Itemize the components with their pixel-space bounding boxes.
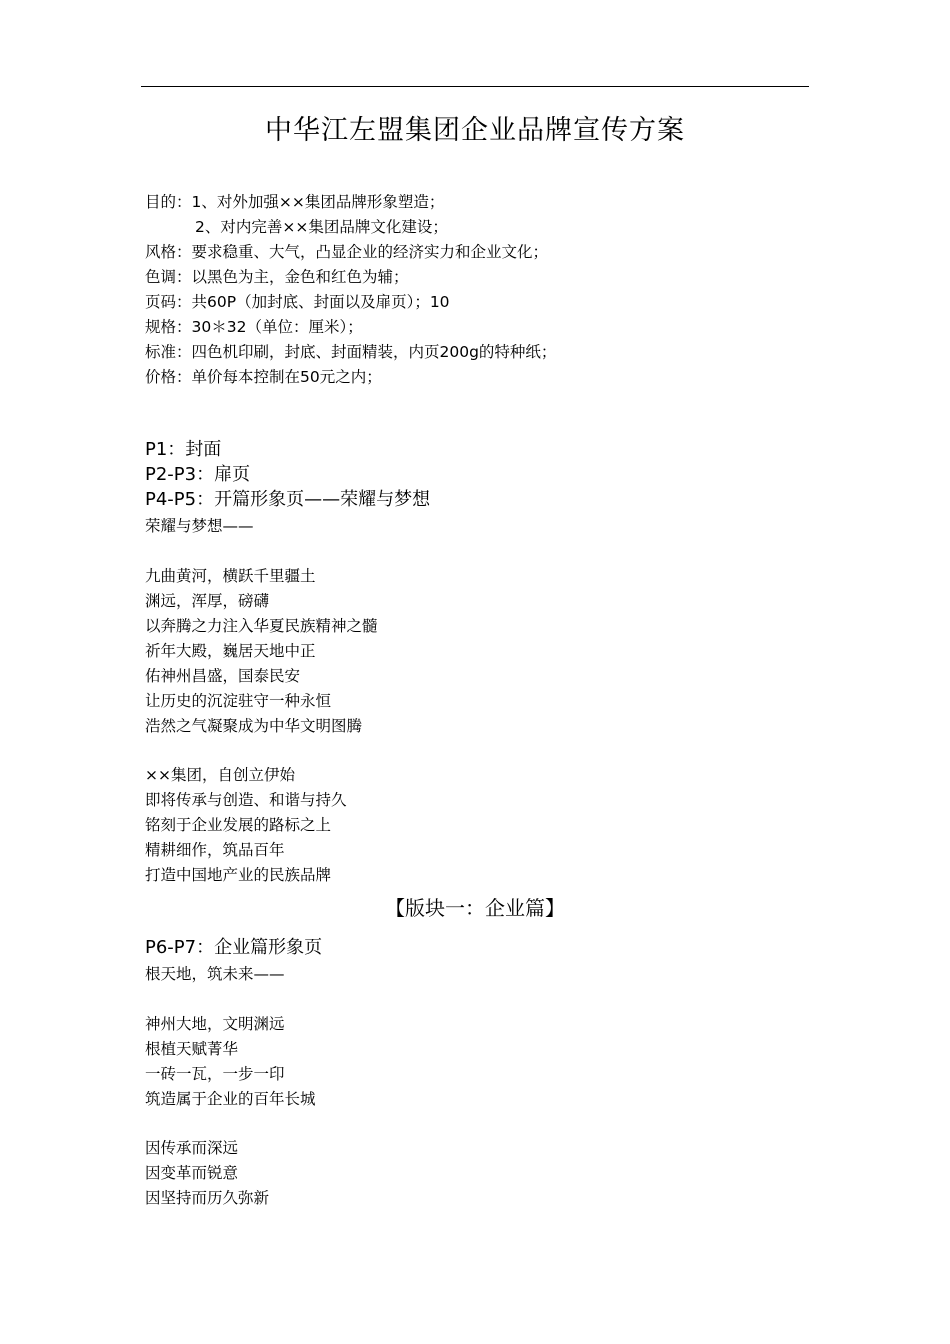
intro-verse-line: 让历史的沉淀驻守一种永恒	[145, 692, 332, 710]
intro-verse-line: 渊远，浑厚，磅礴	[145, 592, 270, 610]
spec-line: 标准：四色机印刷，封底、封面精装，内页200g的特种纸；	[145, 343, 557, 361]
intro-verse-line: 佑神州昌盛，国泰民安	[145, 667, 301, 685]
page-heading-p6-p7: P6-P7：企业篇形象页	[145, 937, 323, 958]
intro-verse-line: 浩然之气凝聚成为中华文明图腾	[145, 717, 363, 735]
spec-line: 色调：以黑色为主，金色和红色为辅；	[145, 268, 409, 286]
document-title: 中华江左盟集团企业品牌宣传方案	[265, 115, 685, 146]
intro-lead: 荣耀与梦想——	[145, 517, 254, 535]
section-title: 【版块一：企业篇】	[385, 896, 565, 920]
intro-verse-line: 以奔腾之力注入华夏民族精神之髓	[145, 617, 378, 635]
section-verse-line: 因变革而锐意	[145, 1164, 239, 1182]
header-rule	[141, 86, 809, 87]
page-heading-p1: P1：封面	[145, 439, 222, 460]
intro-verse-line: 祈年大殿，巍居天地中正	[145, 642, 316, 660]
page-heading-p2-p3: P2-P3：扉页	[145, 464, 251, 485]
intro-verse-line: 九曲黄河，横跃千里疆土	[145, 567, 316, 585]
section-verse-line: 筑造属于企业的百年长城	[145, 1090, 316, 1108]
section-verse-line: 因坚持而历久弥新	[145, 1189, 270, 1207]
spec-line: 规格：30＊32（单位：厘米）；	[145, 318, 363, 336]
intro-verse-line: 精耕细作，筑品百年	[145, 841, 285, 859]
spec-line: 风格：要求稳重、大气，凸显企业的经济实力和企业文化；	[145, 243, 549, 261]
section-verse-line: 根植天赋菁华	[145, 1040, 239, 1058]
page-heading-p4-p5: P4-P5：开篇形象页——荣耀与梦想	[145, 489, 431, 510]
spec-line: 页码：共60P（加封底、封面以及扉页）；10	[145, 293, 450, 311]
intro-verse-line: 打造中国地产业的民族品牌	[145, 866, 332, 884]
section-lead: 根天地，筑未来——	[145, 965, 285, 983]
section-verse-line: 因传承而深远	[145, 1139, 239, 1157]
intro-verse-line: 铭刻于企业发展的路标之上	[145, 816, 332, 834]
spec-line: 2、对内完善××集团品牌文化建设；	[195, 218, 448, 236]
section-verse-line: 神州大地，文明渊远	[145, 1015, 285, 1033]
intro-verse-line: 即将传承与创造、和谐与持久	[145, 791, 347, 809]
intro-verse-line: ××集团，自创立伊始	[145, 766, 295, 784]
spec-line: 价格：单价每本控制在50元之内；	[145, 368, 382, 386]
spec-line: 目的：1、对外加强××集团品牌形象塑造；	[145, 193, 445, 211]
section-verse-line: 一砖一瓦，一步一印	[145, 1065, 285, 1083]
